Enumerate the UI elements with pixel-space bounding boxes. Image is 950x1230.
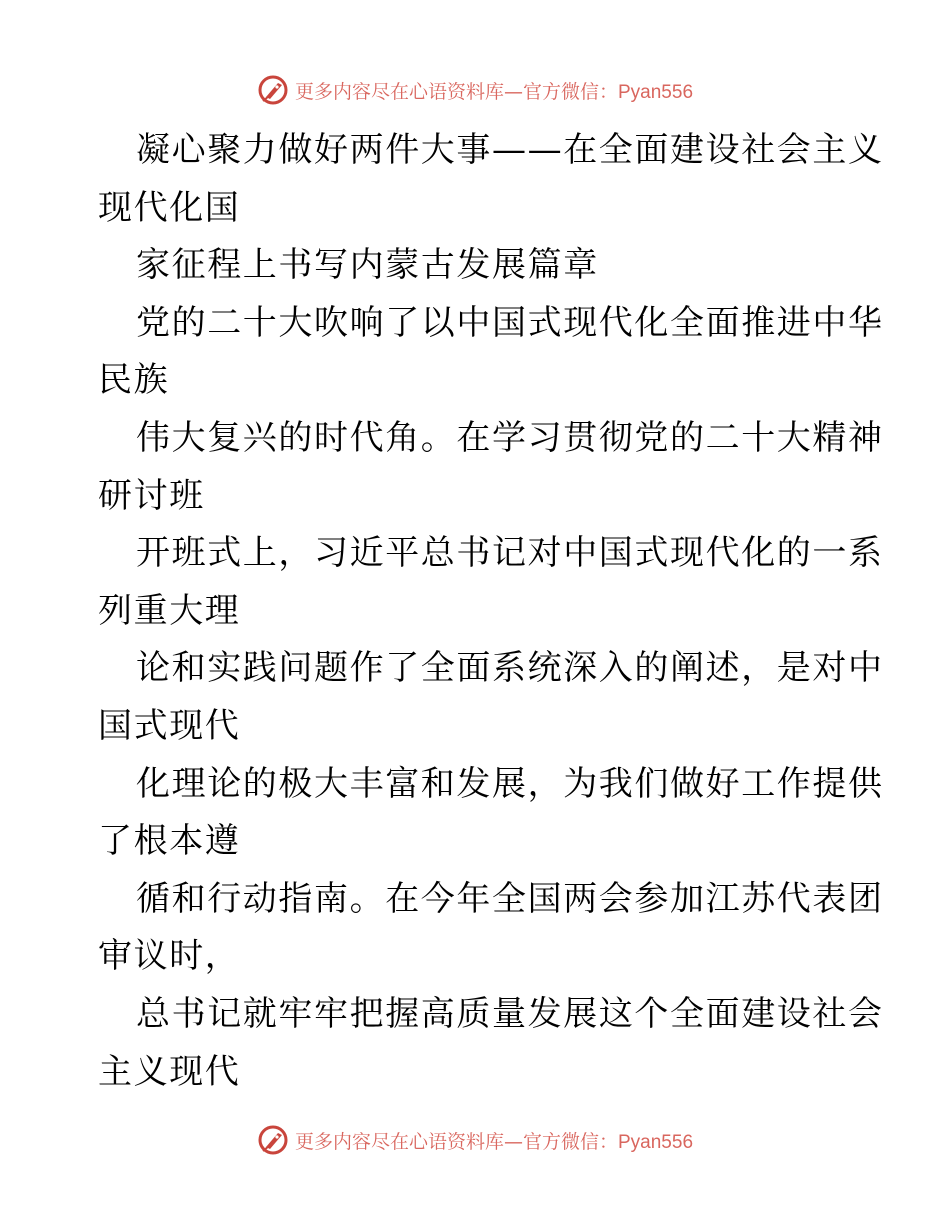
paragraph-9 (98, 986, 884, 1101)
paragraph-line: 论和实践问题作了全面系统深入的阐述，是对中 (136, 648, 884, 689)
pen-nib-logo-icon (257, 1124, 289, 1156)
paragraph-line: 党的二十大吹响了以中国式现代化全面推进中华 (136, 302, 884, 343)
paragraph-line: 家征程上书写内蒙古发展篇章 (136, 245, 599, 286)
paragraph-line: 凝心聚力做好两件大事——在全面建设社会主义 (136, 130, 884, 170)
paragraph-3 (98, 295, 884, 410)
paragraph-4 (98, 410, 884, 525)
paragraph-continuation: 现代化国 (98, 187, 241, 228)
paragraph-2 (98, 237, 858, 295)
paragraph-continuation: 研讨班 (98, 475, 205, 516)
paragraph-continuation: 审议时， (98, 936, 241, 977)
banner-text: 更多内容尽在心语资料库—官方微信：Pyan556 (294, 1130, 694, 1153)
paragraph-7 (98, 756, 884, 871)
footer-watermark-banner (0, 1120, 950, 1160)
paragraph-5 (98, 525, 884, 640)
banner-handle: Pyan556 (618, 81, 694, 103)
paragraph-6 (98, 640, 884, 755)
paragraph-line: 总书记就牢牢把握高质量发展这个全面建设社会 (136, 993, 884, 1034)
paragraph-line: 伟大复兴的时代角。在学习贯彻党的二十大精神 (136, 417, 884, 458)
paragraph-continuation: 国式现代 (98, 705, 241, 746)
header-watermark-banner (0, 70, 950, 110)
paragraph-line: 开班式上，习近平总书记对中国式现代化的一系 (136, 533, 884, 574)
banner-text: 更多内容尽在心语资料库—官方微信：Pyan556 (294, 80, 694, 103)
paragraph-continuation: 民族 (98, 360, 170, 401)
paragraph-8 (98, 871, 884, 986)
document-body (98, 122, 884, 1101)
paragraph-line: 化理论的极大丰富和发展，为我们做好工作提供 (136, 763, 884, 804)
paragraph-line: 循和行动指南。在今年全国两会参加江苏代表团 (136, 878, 884, 919)
pen-nib-logo-icon (257, 74, 289, 106)
paragraph-continuation: 主义现代 (98, 1051, 241, 1092)
banner-handle: Pyan556 (618, 1131, 694, 1153)
paragraph-1 (98, 122, 884, 237)
paragraph-continuation: 列重大理 (98, 590, 241, 631)
paragraph-continuation: 了根本遵 (98, 821, 241, 862)
